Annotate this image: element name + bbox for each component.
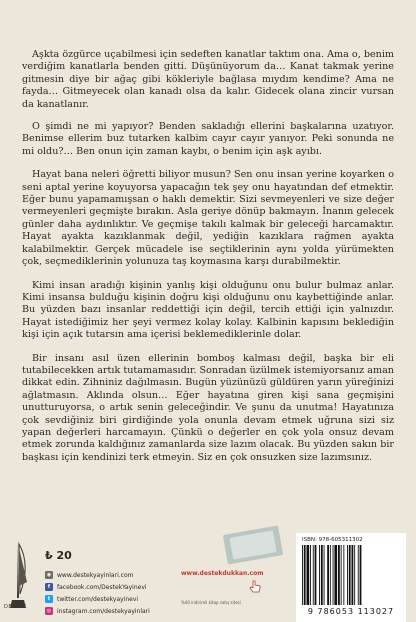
social-link-instagram[interactable]	[45, 605, 205, 617]
globe-icon: ◉	[46, 572, 52, 578]
publisher-logo-icon	[6, 538, 30, 612]
social-link-text: www.destekyayinlari.com	[57, 571, 134, 579]
back-cover-text	[22, 49, 394, 475]
isbn-barcode-box	[296, 533, 406, 622]
shop-website-link[interactable]: www.destekdukkan.com	[181, 570, 264, 577]
publisher-logo-text: DESTEK	[4, 604, 27, 610]
hand-pointer-icon	[248, 580, 262, 594]
paragraph-1: Aşkta özgürce uçabilmesi için sedeften kanatlar taktım ona. Ama o, benim verdiğim kanatlarla benden gitti. Düşünüyorum da… Kanat takmak yerine gitmesin diye bir ağaç gibi kökleriyle bağlasa mıydım kendime? Ama ne fayda… Gitmeyecek olan kanadı olsa da kalır. Gidecek olana zincir vursan da kanatlanır.	[22, 49, 394, 110]
social-link-text: twitter.com/destekyayinevi	[57, 595, 139, 603]
price: ₺ 20	[45, 549, 72, 562]
social-link-text: facebook.com/DestekYayinevi	[57, 583, 147, 591]
paragraph-5: Bir insanı asıl üzen ellerinin bomboş kalması değil, başka bir eli tutabilecekken artık tutamamasıdır. Sonradan üzülmek istemiyorsanız aman dikkat edin. Zihniniz dağılmasın. Bugün yüzünüzü güldüren yarın yüreğinizi ağlatmasın. Aklında olsun… Eğer hayatına giren kişi sana geçmişini unutturuyorsa, o artık senin geleceğindir. Ve şunu da unutma! Hayatınıza çok sevdiğiniz biri girdiğinde yola onunla devam etmek uğruna sizi siz yapan değerleri harcamayın. Çünkü o değerler en çok yola onsuz devam etmek zorunda kaldığınız zamanlarda size lazım olacak. Bu yüzden sakın bir başkası için kendinizi terk etmeyin. Siz en çok onsuzken size lazımsınız.	[22, 352, 394, 463]
instagram-icon: ◎	[46, 608, 52, 614]
paragraph-2: O şimdi ne mi yapıyor? Benden sakladığı ellerini başkalarına uzatıyor. Benimse ellerim buz tutarken kalbim cayır cayır yanıyor. Peki sonunda ne mi oldu?… Ben onun için zaman kaybı, o benim için aşk ayıbı.	[22, 121, 394, 157]
back-cover-footer	[0, 520, 416, 622]
isbn-number: 9 786053 113027	[307, 607, 395, 616]
paragraph-4: Kimi insan aradığı kişinin yanlış kişi olduğunu onu bulur bulmaz anlar. Kimi insansa bulduğu kişinin doğru kişi olduğunu onu kaybettiğinde anlar. Bu yüzden bazı insanlar reddettiği için değil, tercih ettiği için yalnızdır. Hayat istediğimiz her şeyi vermez kolay kolay. Kalbinin kapısını beklediğin kişi için açık tutarsın ama içerisi beklemediklerinle dolar.	[22, 279, 394, 341]
shop-note: %40 indirimli kitap satış sitesi	[181, 600, 241, 605]
social-link-facebook[interactable]	[45, 581, 205, 593]
qr-code-icon	[223, 525, 283, 564]
isbn-label: ISBN: 978-605311302	[302, 537, 363, 543]
facebook-icon: f	[45, 583, 53, 591]
barcode-icon	[300, 545, 402, 605]
social-link-text: instagram.com/destekyayinlari	[57, 607, 150, 615]
paragraph-3: Hayat bana neleri öğretti biliyor musun? Sen onu insan yerine koyarken o seni aptal yerine koyuyorsa yapacağın tek şey onu hayatından def etmektir. Eğer bunu yapamamışsan o haklı demektir. Sizi sevmeyenleri ve size değer vermeyenleri geçmişte bırakın. Asla geriye dönüp bakmayın. İnanın gelecek günler daha aydınlıktır. Ve geçmişe takılı kalmak bir geleceği harcamaktır. Hayat ayakta kazıklanmak değil, yediğin kazıklara rağmen ayakta kalabilmektir. Gerçek mücadele ise seçtiklerinin aynı yolda yürümekten çok, seçmediklerinin yolunuza taş koymasına karşı durabilmektir.	[22, 169, 394, 268]
twitter-icon: t	[45, 595, 53, 603]
